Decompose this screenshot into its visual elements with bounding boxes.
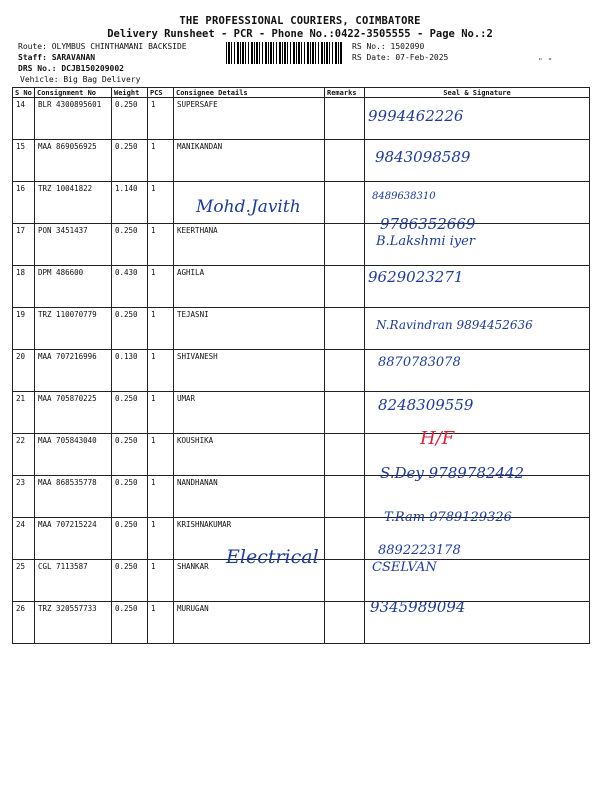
cell-pcs: 1 [148,602,174,644]
hw-red-mark: H/F [420,428,455,449]
cell-pcs: 1 [148,98,174,140]
hw-row17-number: 9786352669 [380,215,476,233]
cell-pcs: 1 [148,350,174,392]
hw-row14: 9994462226 [368,107,464,125]
cell-weight: 0.250 [112,602,148,644]
cell-weight: 1.140 [112,182,148,224]
rs-date-line [352,53,448,62]
cell-sno: 18 [13,266,35,308]
cell-sno: 17 [13,224,35,266]
cell-sno: 16 [13,182,35,224]
cell-remarks [325,182,365,224]
cell-remarks [325,266,365,308]
table-row [13,602,590,644]
cell-consignee: AGHILA [174,266,325,308]
cell-weight: 0.250 [112,518,148,560]
cell-consignment: PON 3451437 [35,224,112,266]
cell-consignee: SUPERSAFE [174,98,325,140]
cell-pcs: 1 [148,434,174,476]
cell-consignment: DPM 486600 [35,266,112,308]
rs-no-line [352,42,424,51]
cell-weight: 0.250 [112,476,148,518]
cell-remarks [325,224,365,266]
cell-weight: 0.250 [112,224,148,266]
route-label: Route: [18,42,47,51]
cell-sno: 20 [13,350,35,392]
hw-row26: 9345989094 [370,598,466,616]
cell-consignee: UMAR [174,392,325,434]
table-row [13,182,590,224]
cell-pcs: 1 [148,266,174,308]
company-title: THE PROFESSIONAL COURIERS, COIMBATORE [179,15,421,27]
cell-pcs: 1 [148,392,174,434]
cell-sno: 24 [13,518,35,560]
hw-row21: 8248309559 [378,396,474,414]
cell-consignment: MAA 868535778 [35,476,112,518]
cell-weight: 0.250 [112,98,148,140]
col-sno: S No [13,88,35,98]
hw-row23: S.Dey 9789782442 [380,464,525,482]
quote-marks: " " [538,57,553,66]
cell-pcs: 1 [148,476,174,518]
cell-consignment: MAA 705843040 [35,434,112,476]
cell-weight: 0.430 [112,266,148,308]
cell-consignment: BLR 4300895601 [35,98,112,140]
cell-consignment: CGL 7113587 [35,560,112,602]
cell-remarks [325,140,365,182]
drs-line [18,64,124,73]
cell-weight: 0.250 [112,392,148,434]
cell-consignment: TRZ 320557733 [35,602,112,644]
hw-row25-name: CSELVAN [372,560,437,575]
cell-remarks [325,434,365,476]
hw-row16-name: Mohd.Javith [196,197,301,217]
cell-weight: 0.250 [112,308,148,350]
cell-consignee: KRISHNAKUMAR [174,518,325,560]
hw-row19: N.Ravindran 9894452636 [376,318,533,332]
staff-value: SARAVANAN [51,53,96,62]
cell-consignee: SHANKAR [174,560,325,602]
cell-sno: 19 [13,308,35,350]
table-row [13,392,590,434]
table-header-row [13,88,590,98]
cell-consignee: TEJASNI [174,308,325,350]
drs-value: DCJB150209002 [61,64,124,73]
table-row [13,224,590,266]
cell-sno: 22 [13,434,35,476]
table-row [13,266,590,308]
hw-row18: 9629023271 [368,268,464,286]
cell-remarks [325,602,365,644]
cell-consignment: TRZ 110070779 [35,308,112,350]
cell-pcs: 1 [148,560,174,602]
table-row [13,350,590,392]
cell-consignee: MURUGAN [174,602,325,644]
cell-pcs: 1 [148,518,174,560]
vehicle-line [20,75,140,84]
table-row [13,98,590,140]
hw-row16-number: 8489638310 [372,191,436,202]
staff-line [18,53,95,62]
cell-consignee: SHIVANESH [174,350,325,392]
barcode [226,42,342,64]
cell-remarks [325,476,365,518]
cell-remarks [325,350,365,392]
rs-date-label: RS Date: [352,53,391,62]
cell-consignee: KEERTHANA [174,224,325,266]
route-line [18,42,187,51]
hw-row17-name: B.Lakshmi iyer [376,234,476,249]
hw-row20: 8870783078 [378,355,461,370]
cell-sno: 26 [13,602,35,644]
cell-pcs: 1 [148,224,174,266]
cell-weight: 0.130 [112,350,148,392]
table-row [13,140,590,182]
cell-consignee: KOUSHIKA [174,434,325,476]
hw-row15: 9843098589 [375,148,471,166]
cell-remarks [325,392,365,434]
cell-weight: 0.250 [112,560,148,602]
route-value: OLYMBUS CHINTHAMANI BACKSIDE [51,42,187,51]
cell-sno: 15 [13,140,35,182]
cell-pcs: 1 [148,182,174,224]
cell-consignment: TRZ 10041822 [35,182,112,224]
cell-consignment: MAA 707216996 [35,350,112,392]
cell-remarks [325,308,365,350]
runsheet-subtitle: Delivery Runsheet - PCR - Phone No.:0422-3505555 - Page No.:2 [107,28,493,40]
cell-pcs: 1 [148,140,174,182]
cell-consignee: NANDHANAN [174,476,325,518]
cell-consignment: MAA 869056925 [35,140,112,182]
rs-no-value: 1502090 [390,42,425,51]
cell-weight: 0.250 [112,140,148,182]
cell-remarks [325,98,365,140]
cell-sno: 23 [13,476,35,518]
cell-sno: 21 [13,392,35,434]
cell-consignment: MAA 707215224 [35,518,112,560]
rs-date-value: 07-Feb-2025 [395,53,449,62]
cell-remarks [325,560,365,602]
cell-weight: 0.250 [112,434,148,476]
col-remarks: Remarks [325,88,365,98]
vehicle-label: Vehicle: [20,75,59,84]
cell-remarks [325,518,365,560]
col-consignment: Consignment No [35,88,112,98]
drs-label: DRS No.: [18,64,57,73]
cell-sno: 14 [13,98,35,140]
col-signature: Seal & Signature [365,88,590,98]
vehicle-value: Big Bag Delivery [63,75,141,84]
cell-consignee: MANIKANDAN [174,140,325,182]
cell-sno: 25 [13,560,35,602]
col-pcs: PCS [148,88,174,98]
staff-label: Staff: [18,53,47,62]
rs-no-label: RS No.: [352,42,386,51]
hw-row25-note: Electrical [226,546,319,568]
hw-row24: T.Ram 9789129326 [384,510,512,525]
col-consignee: Consignee Details [174,88,325,98]
cell-pcs: 1 [148,308,174,350]
hw-row25-number: 8892223178 [378,543,461,558]
cell-consignment: MAA 705870225 [35,392,112,434]
col-weight: Weight [112,88,148,98]
